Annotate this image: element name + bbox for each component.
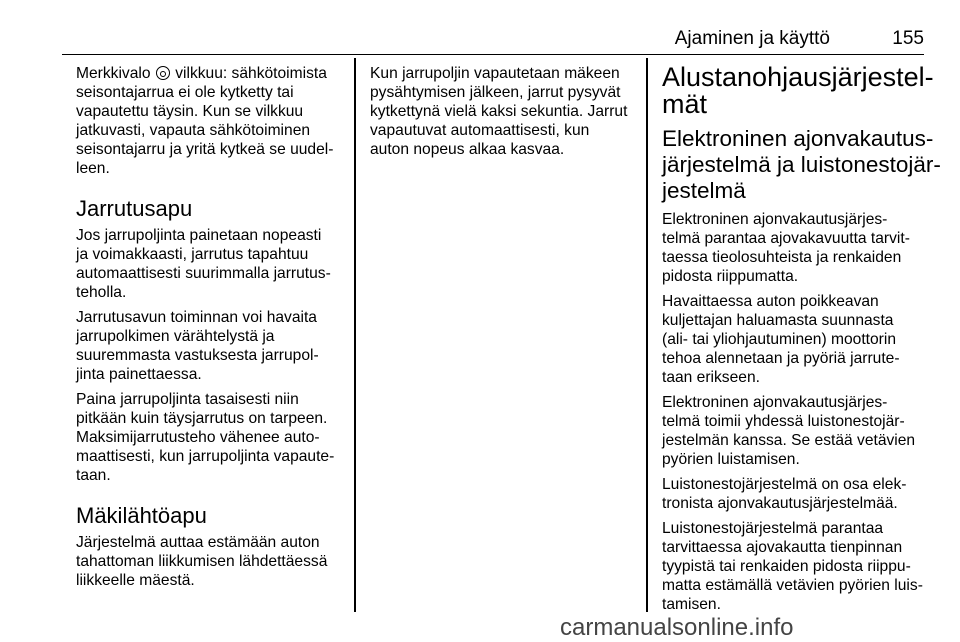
paragraph: Luistonestojärjestelmä on osa elek- tronista ajonvakautusjärjestelmää. [662, 476, 907, 512]
page-header [62, 24, 924, 55]
column-divider [646, 58, 648, 612]
column-middle [370, 64, 640, 165]
paragraph: Elektroninen ajonvakautusjärjes- telmä parantaa ajovakavuutta tarvit- taessa tieolosuhteista ja renkaiden pidosta riippumatta. [662, 211, 910, 285]
page-number: 155 [892, 28, 924, 49]
column-right [662, 62, 941, 620]
section-title: Ajaminen ja käyttö [674, 28, 830, 49]
watermark: carmanualsonline.info [560, 614, 794, 641]
paragraph: Paina jarrupoljinta tasaisesti niin pitkään kuin täysjarrutus on tarpeen. Maksimijarrutusteho vähenee auto- maattisesti, kun jarrupoljinta vapaute- taan. [76, 391, 335, 484]
paragraph: Havaittaessa auton poikkeavan kuljettajan haluamasta suunnasta (ali- tai yliohjautuminen) moottorin tehoa alennetaan ja pyöriä jarrute- taan erikseen. [662, 293, 900, 386]
paragraph: Jarrutusavun toiminnan voi havaita jarrupolkimen värähtelystä ja suuremmasta vastuksesta jarrupol- jinta painettaessa. [76, 309, 319, 383]
subsection-heading: Elektroninen ajonvakautus- järjestelmä ja luistonestojär- jestelmä [662, 126, 941, 203]
heading-makilahtoapu: Mäkilähtöapu [76, 503, 207, 528]
chapter-heading: Alustanohjausjärjestel- mät [662, 62, 934, 119]
column-divider [354, 58, 356, 612]
paragraph: Elektroninen ajonvakautusjärjes- telmä toimii yhdessä luistonestojär- jestelmän kanssa. Se estää vetävien pyörien luistamisen. [662, 394, 916, 468]
heading-jarrutusapu: Jarrutusapu [76, 196, 193, 221]
paragraph: Luistonestojärjestelmä parantaa tarvittaessa ajovakautta tienpinnan tyypistä tai renkaiden pidosta riippu- matta estämällä vetävien pyörien luis- tamisen. [662, 520, 923, 613]
paragraph: Jos jarrupoljinta painetaan nopeasti ja voimakkaasti, jarrutus tapahtuu automaattisesti suurimmalla jarrutus- teholla. [76, 227, 331, 301]
parking-brake-icon [156, 66, 170, 80]
paragraph: Järjestelmä auttaa estämään auton tahattoman liikkumisen lähdettäessä liikkeelle mäestä. [76, 534, 328, 589]
paragraph: Kun jarrupoljin vapautetaan mäkeen pysähtymisen jälkeen, jarrut pysyvät kytkettynä vielä kaksi sekuntia. Jarrut vapautuvat automaattisesti, kun auton nopeus alkaa kasvaa. [370, 65, 628, 158]
column-left [76, 64, 346, 596]
intro-paragraph: Merkkivalo vilkkuu: sähkötoimista seisontajarrua ei ole kytketty tai vapautettu täysin. Kun se vilkkuu jatkuvasti, vapauta sähkötoiminen seisontajarru ja yritä kytkeä se uudel- leen. [76, 65, 334, 177]
